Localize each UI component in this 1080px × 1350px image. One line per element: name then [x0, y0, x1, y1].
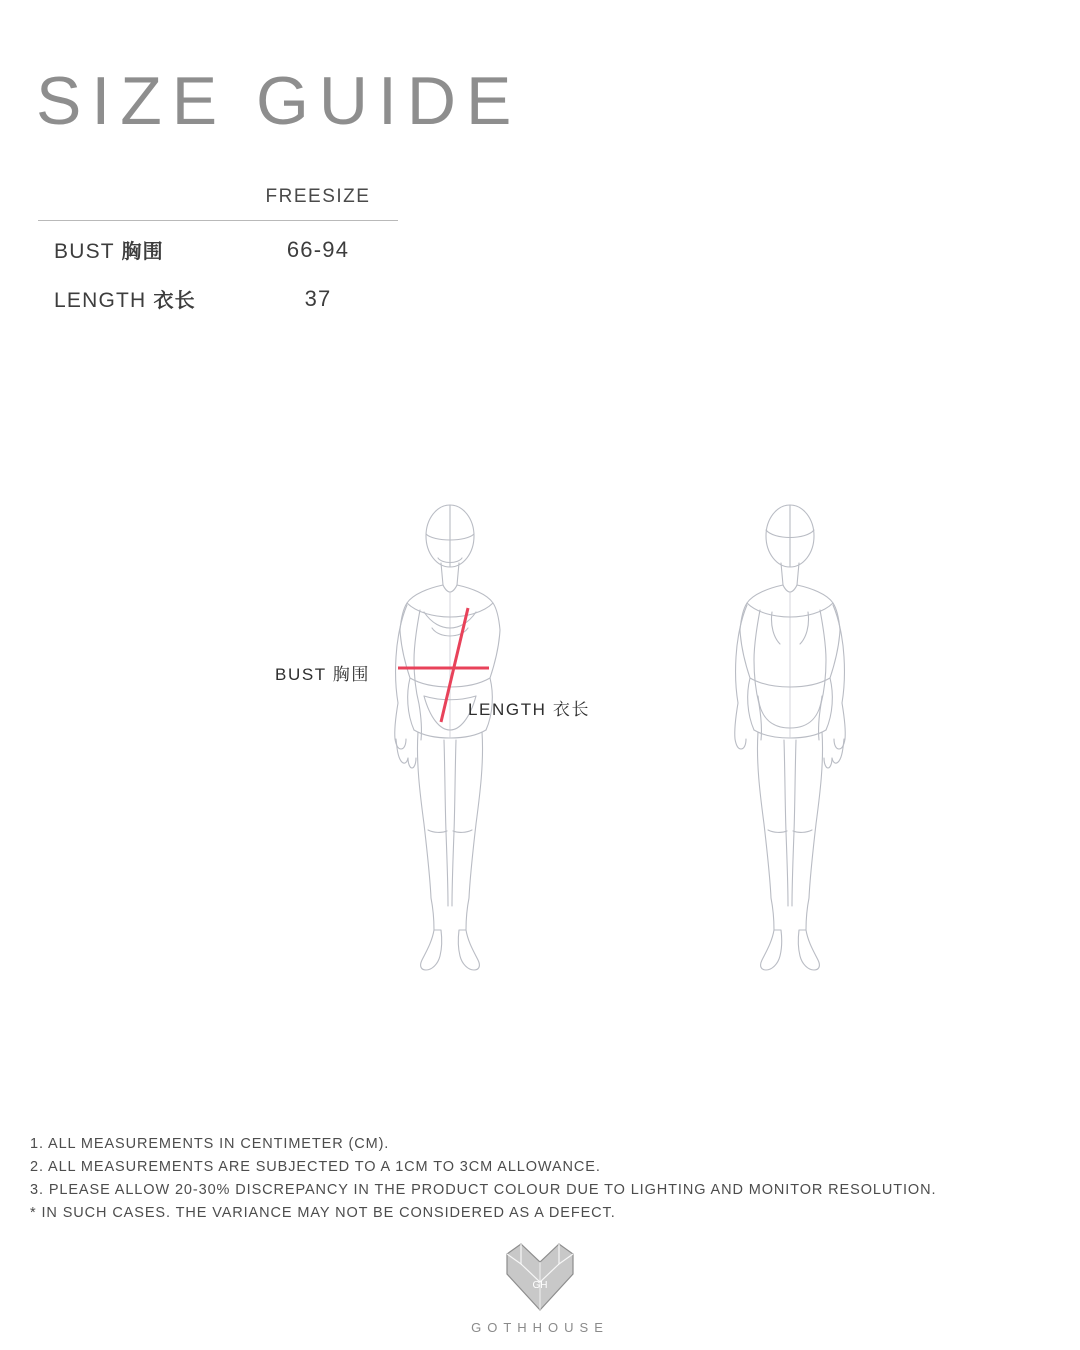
callout-length	[468, 695, 590, 720]
row-label-length-en: LENGTH	[54, 289, 147, 312]
row-label-bust-cn: 胸围	[121, 239, 164, 263]
callout-bust-cn: 胸围	[332, 665, 370, 685]
female-figure-back-icon	[680, 500, 900, 1120]
row-label-bust-en: BUST	[54, 240, 115, 263]
note-item: 3. PLEASE ALLOW 20-30% DISCREPANCY IN THE PRODUCT COLOUR DUE TO LIGHTING AND MONITOR RESOLUTION.	[30, 1182, 937, 1198]
row-label-length	[38, 270, 238, 319]
female-figure-front-icon	[340, 500, 560, 1120]
table-header-row	[38, 182, 398, 221]
note-item: 2. ALL MEASUREMENTS ARE SUBJECTED TO A 1CM TO 3CM ALLOWANCE.	[30, 1159, 601, 1175]
note-item: * IN SUCH CASES. THE VARIANCE MAY NOT BE CONSIDERED AS A DEFECT.	[30, 1205, 616, 1221]
row-label-length-cn: 衣长	[153, 288, 196, 312]
callout-length-cn: 衣长	[552, 700, 591, 720]
svg-text:GH: GH	[532, 1280, 548, 1291]
gothhouse-logo-icon	[501, 1240, 579, 1312]
note-item: 1. ALL MEASUREMENTS IN CENTIMETER (CM).	[30, 1136, 390, 1152]
figure-illustrations	[0, 500, 1080, 1140]
cell-bust-freesize: 66-94	[286, 236, 350, 262]
callout-bust-en: BUST	[275, 665, 327, 684]
table-corner-header	[38, 182, 238, 221]
page-title: SIZE GUIDE	[36, 63, 522, 139]
row-label-bust	[38, 221, 238, 271]
footer-brand	[0, 1240, 1080, 1335]
callout-bust	[275, 660, 370, 685]
size-chart-table	[38, 182, 398, 319]
table-row	[38, 221, 398, 271]
notes-list	[30, 1133, 936, 1225]
column-header-freesize: FREESIZE	[265, 186, 371, 207]
brand-name: GOTHHOUSE	[471, 1320, 609, 1335]
cell-length-freesize: 37	[304, 285, 332, 311]
callout-length-en: LENGTH	[468, 700, 547, 719]
table-row	[38, 270, 398, 319]
